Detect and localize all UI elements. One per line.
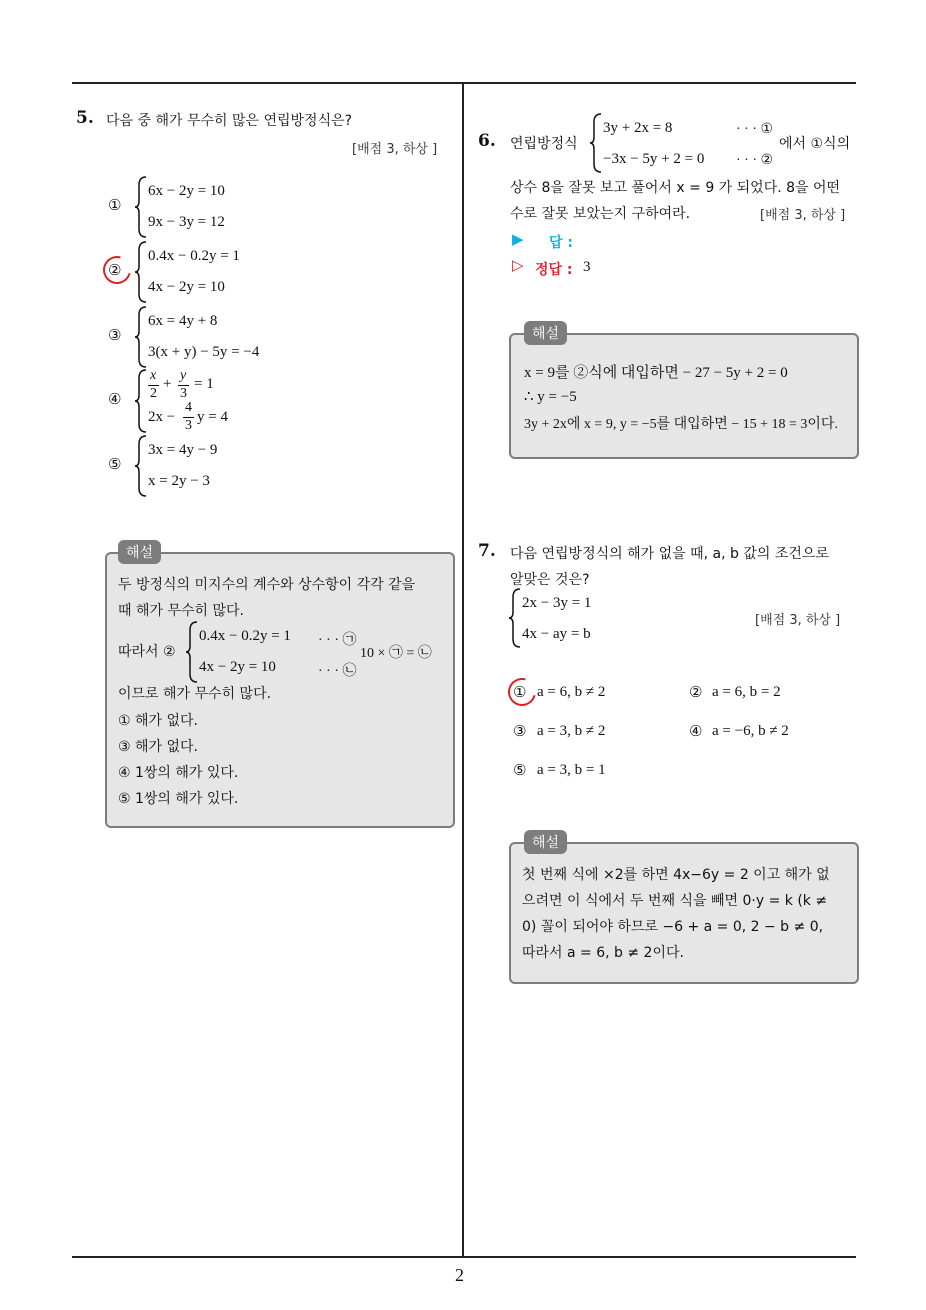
q7-solution-line1: 첫 번째 식에 ×2를 하면 4x−6y = 2 이고 해가 없 — [522, 867, 830, 883]
q6-line3: 수로 잘못 보았는지 구하여라. — [510, 206, 691, 222]
q5-option-3-eq2: 3(x + y) − 5y = −4 — [148, 344, 260, 360]
column-divider — [462, 82, 464, 1258]
q5-option-4-eq2-a: 2x − — [148, 409, 176, 425]
q5-solution-eq1-label: · · · ㉠ — [318, 633, 357, 648]
q6-eq1: 3y + 2x = 8 — [603, 120, 673, 136]
q6-suffix: 에서 ①식의 — [779, 136, 851, 152]
q6-solution-line2: ∴ y = −5 — [524, 389, 577, 405]
q5-solution-note-3: ④ 1쌍의 해가 있다. — [118, 765, 239, 781]
page-number: 2 — [455, 1265, 464, 1285]
q7-line2: 알맞은 것은? — [510, 572, 590, 588]
q6-eq2: −3x − 5y + 2 = 0 — [603, 151, 705, 167]
q5-option-5-mark[interactable]: ⑤ — [108, 455, 122, 473]
q6-line2: 상수 8을 잘못 보고 풀어서 x = 9 가 되었다. 8을 어떤 — [510, 180, 841, 196]
q5-option-2-eq1: 0.4x − 0.2y = 1 — [148, 248, 240, 264]
q7-solution-line2: 으려면 이 식에서 두 번째 식을 빼면 0·y = k (k ≠ — [522, 893, 828, 909]
q5-solution-note-1: ① 해가 없다. — [118, 713, 198, 729]
q7-score: [배점 3, 하상 ] — [755, 613, 841, 628]
q7-option-4-mark[interactable]: ④ — [689, 722, 703, 740]
q5-option-1-eq2: 9x − 3y = 12 — [148, 214, 225, 230]
q5-solution-ddarase: 따라서 ② — [118, 644, 176, 660]
q7-option-3-mark[interactable]: ③ — [513, 722, 527, 740]
q6-eq1-label: · · · ① — [736, 122, 774, 137]
q7-solution-line4: 따라서 a = 6, b ≠ 2이다. — [522, 945, 684, 961]
q5-solution-eq2: 4x − 2y = 10 — [199, 659, 276, 675]
bottom-rule — [72, 1256, 856, 1258]
q5-option-1-eq1: 6x − 2y = 10 — [148, 183, 225, 199]
q7-option-2-mark[interactable]: ② — [689, 683, 703, 701]
q7-option-1-mark[interactable]: ① — [513, 683, 527, 701]
q5-score: [배점 3, 하상 ] — [352, 142, 438, 157]
q5-option-1-mark[interactable]: ① — [108, 196, 122, 214]
q5-option-4-frac2-num: y — [180, 368, 187, 383]
q5-option-2-eq2: 4x − 2y = 10 — [148, 279, 225, 295]
q5-solution-line1: 두 방정식의 미지수의 계수와 상수항이 각각 같을 — [118, 577, 416, 593]
q5-option-4-frac1-num: x — [150, 368, 157, 383]
q5-question: 다음 중 해가 무수히 많은 연립방정식은? — [106, 113, 353, 129]
q7-line1: 다음 연립방정식의 해가 없을 때, a, b 값의 조건으로 — [510, 546, 829, 562]
q6-answer-label[interactable]: 답 : — [549, 235, 573, 251]
q5-option-4-plus: + — [163, 376, 172, 392]
q5-option-5-eq2: x = 2y − 3 — [148, 473, 210, 489]
q6-solution-line3: 3y + 2x에 x = 9, y = −5를 대입하면 − 15 + 18 = 3이다. — [524, 417, 838, 432]
q5-solution-note-2: ③ 해가 없다. — [118, 739, 198, 755]
q6-solution-line1: x = 9를 ②식에 대입하면 − 27 − 5y + 2 = 0 — [524, 365, 788, 381]
q5-option-3-mark[interactable]: ③ — [108, 326, 122, 344]
top-rule — [72, 82, 856, 84]
q5-option-4-frac1-den: 2 — [150, 386, 157, 401]
q7-option-5-mark[interactable]: ⑤ — [513, 761, 527, 779]
q5-option-4-brace — [134, 368, 148, 434]
q7-selected-answer-circle — [503, 673, 541, 711]
q5-option-4-frac2-den: 3 — [180, 386, 187, 401]
q6-solution-tag: 해설 — [524, 321, 567, 345]
q5-option-4-eq2-num: 4 — [185, 400, 192, 415]
q7-eq1: 2x − 3y = 1 — [522, 595, 592, 611]
q6-number: 6. — [478, 131, 496, 151]
q7-system-brace — [508, 587, 522, 649]
q5-option-4-eq2-rest: y = 4 — [197, 409, 228, 425]
q6-eq2-label: · · · ② — [736, 153, 774, 168]
q7-option-5-text[interactable]: a = 3, b = 1 — [537, 762, 606, 778]
correct-arrow-icon: ▷ — [512, 256, 524, 274]
q6-score: [배점 3, 하상 ] — [760, 208, 846, 223]
q7-option-1-text[interactable]: a = 6, b ≠ 2 — [537, 684, 606, 700]
q7-solution-line3: 0) 꼴이 되어야 하므로 −6 + a = 0, 2 − b ≠ 0, — [522, 919, 824, 935]
q5-solution-tag: 해설 — [118, 540, 161, 564]
q5-option-2-brace — [134, 240, 148, 304]
q5-solution-line2: 때 해가 무수히 많다. — [118, 603, 244, 619]
q7-number: 7. — [478, 541, 496, 561]
q6-prefix: 연립방정식 — [510, 136, 578, 152]
q6-correct-label: 정답 : — [535, 262, 573, 278]
q5-option-5-brace — [134, 434, 148, 498]
q5-solution-eq2-label: · · · ㉡ — [318, 664, 357, 679]
q5-solution-relation: 10 × ㉠ = ㉡ — [360, 646, 432, 661]
q7-option-2-text[interactable]: a = 6, b = 2 — [712, 684, 781, 700]
q7-option-3-text[interactable]: a = 3, b ≠ 2 — [537, 723, 606, 739]
q5-option-4-rhs: = 1 — [194, 376, 214, 392]
q5-option-1-brace — [134, 175, 148, 239]
q5-option-2-mark[interactable]: ② — [108, 261, 122, 279]
q5-option-5-eq1: 3x = 4y − 9 — [148, 442, 218, 458]
q5-solution-eq1: 0.4x − 0.2y = 1 — [199, 628, 291, 644]
q5-solution-line3: 이므로 해가 무수히 많다. — [118, 686, 272, 702]
q5-option-3-eq1: 6x = 4y + 8 — [148, 313, 218, 329]
q6-system-brace — [589, 112, 603, 174]
q5-selected-answer-circle — [98, 251, 136, 289]
q5-solution-note-4: ⑤ 1쌍의 해가 있다. — [118, 791, 239, 807]
q5-option-3-brace — [134, 305, 148, 369]
q5-option-4-mark[interactable]: ④ — [108, 390, 122, 408]
q5-option-4-eq2-den: 3 — [185, 418, 192, 433]
answer-arrow-icon: ▶ — [512, 230, 524, 248]
q7-option-4-text[interactable]: a = −6, b ≠ 2 — [712, 723, 789, 739]
q6-correct-value: 3 — [583, 259, 591, 275]
q7-solution-tag: 해설 — [524, 830, 567, 854]
q7-eq2: 4x − ay = b — [522, 626, 591, 642]
q5-solution-brace — [185, 620, 199, 684]
q5-number: 5. — [76, 108, 94, 128]
